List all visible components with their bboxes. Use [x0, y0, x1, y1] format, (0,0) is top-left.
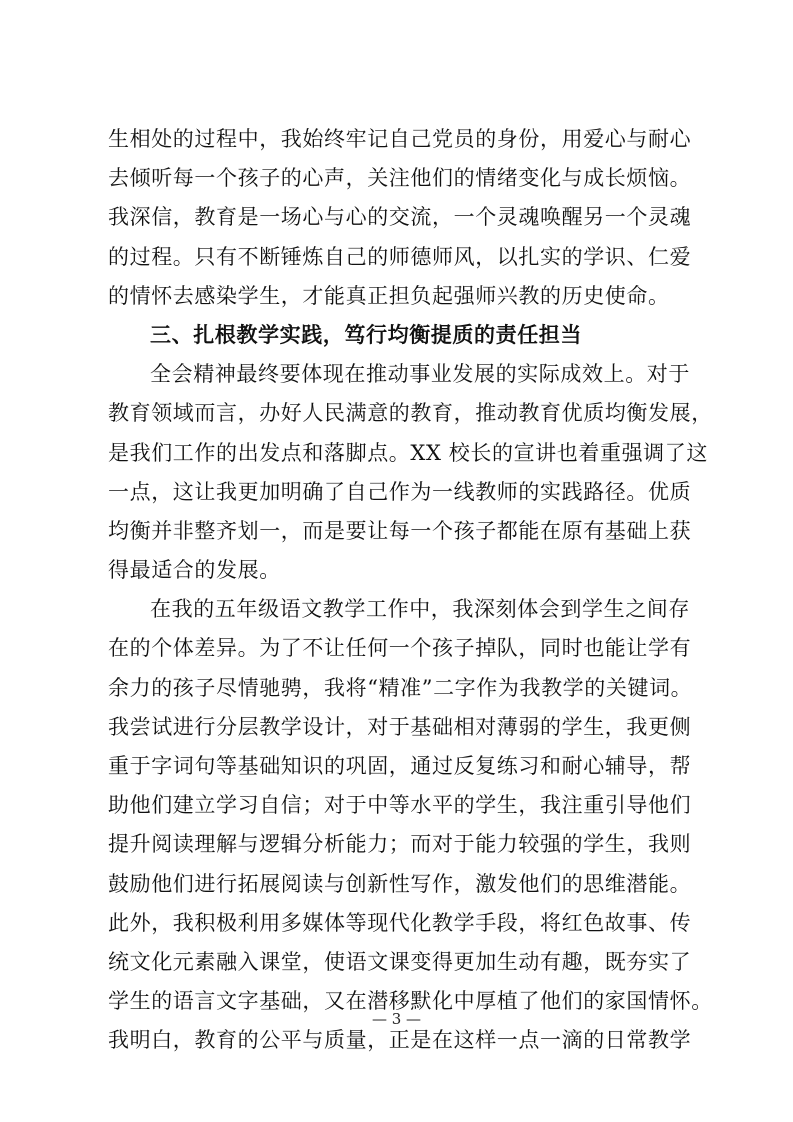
text-line: 鼓励他们进行拓展阅读与创新性写作，激发他们的思维潜能。: [108, 871, 692, 896]
text-line: 助他们建立学习自信；对于中等水平的学生，我注重引导他们: [108, 793, 692, 818]
text-line: 生相处的过程中，我始终牢记自己党员的身份，用爱心与耐心: [108, 127, 692, 151]
text-line: 的过程。只有不断锤炼自己的师德师风，以扎实的学识、仁爱: [108, 244, 692, 269]
text-line: 在我的五年级语文教学工作中，我深刻体会到学生之间存: [150, 597, 690, 622]
page-number: — 3 —: [371, 1010, 422, 1028]
text-line: 得最适合的发展。: [108, 558, 281, 583]
text-line: 均衡并非整齐划一，而是要让每一个孩子都能在原有基础上获: [108, 518, 692, 543]
text-line: 去倾听每一个孩子的心声，关注他们的情绪变化与成长烦恼。: [108, 166, 692, 191]
text-line: 此外，我积极利用多媒体等现代化教学手段，将红色故事、传: [108, 910, 692, 935]
text-line: 余力的孩子尽情驰骋，我将“精准”二字作为我教学的关键词。: [108, 675, 693, 700]
text-line: 在的个体差异。为了不让任何一个孩子掉队，同时也能让学有: [108, 636, 692, 661]
text-line: 统文化元素融入课堂，使语文课变得更加生动有趣，既夯实了: [108, 949, 692, 974]
text-line: 教育领域而言，办好人民满意的教育，推动教育优质均衡发展，: [108, 401, 713, 426]
text-line: 我深信，教育是一场心与心的交流，一个灵魂唤醒另一个灵魂: [108, 205, 692, 230]
text-line: 提升阅读理解与逻辑分析能力；而对于能力较强的学生，我则: [108, 832, 692, 857]
text-line: 重于字词句等基础知识的巩固，通过反复练习和耐心辅导，帮: [108, 754, 692, 778]
text-line: 学生的语言文字基础，又在潜移默化中厚植了他们的家国情怀。: [108, 989, 713, 1014]
section-heading: 三、扎根教学实践，笃行均衡提质的责任担当: [150, 322, 582, 347]
text-line: 全会精神最终要体现在推动事业发展的实际成效上。对于: [150, 362, 690, 387]
text-line: 我明白，教育的公平与质量，正是在这样一点一滴的日常教学: [108, 1028, 692, 1053]
text-line: 我尝试进行分层教学设计，对于基础相对薄弱的学生，我更侧: [108, 714, 692, 739]
text-line: 的情怀去感染学生，才能真正担负起强师兴教的历史使命。: [108, 283, 670, 308]
text-line: 一点，这让我更加明确了自己作为一线教师的实践路径。优质: [108, 479, 692, 504]
text-line: 是我们工作的出发点和落脚点。XX 校长的宣讲也着重强调了这: [108, 440, 708, 465]
body-text: [108, 120, 713, 1061]
